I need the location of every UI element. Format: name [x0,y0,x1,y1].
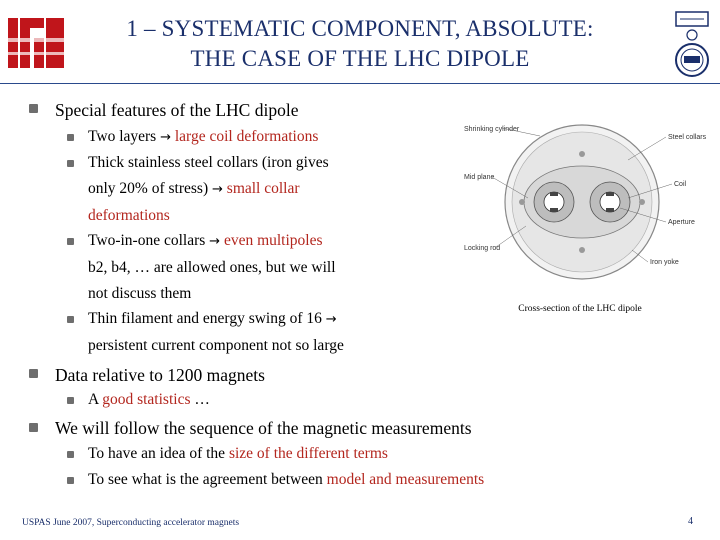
header-divider [0,83,720,84]
title-line-2: THE CASE OF THE LHC DIPOLE [190,46,530,71]
sub-bullet-good-statistics: A good statistics … [88,391,210,408]
sub-bullet-thin-filament: Thin filament and energy swing of 16 → persistent current component not so large [88,310,344,354]
lhc-dipole-cross-section [462,122,712,282]
page-number: 4 [688,516,693,527]
page-title [80,14,640,74]
label-iron-yoke: Iron yoke [650,259,679,266]
bullet-follow-sequence: We will follow the sequence of the magnetic measurements [55,418,472,438]
arrow-icon: → [160,130,171,145]
arrow-icon: → [212,182,223,197]
label-shrinking-cylinder: Shrinking cylinder [464,126,520,133]
bullet-marker [29,423,38,432]
slide-header [0,0,720,84]
bullet-marker [29,104,38,113]
label-mid-plane: Mid plane [464,174,495,181]
cern-logo-icon [668,8,716,78]
sub-bullet-two-layers: Two layers → large coil deformations [88,128,319,145]
label-locking-rod: Locking rod [464,245,501,252]
sub-bullet-marker [67,477,74,484]
figure-caption: Cross-section of the LHC dipole [518,304,642,314]
bullet-marker [29,369,38,378]
sub-bullet-marker [67,397,74,404]
sub-bullet-marker [67,451,74,458]
label-coil: Coil [674,181,687,188]
bullet-data-1200-magnets: Data relative to 1200 magnets [55,365,265,385]
arrow-icon: → [209,234,221,249]
label-steel-collars: Steel collars [668,134,707,141]
sub-bullet-steel-collars: Thick stainless steel collars (iron gives only 20% of stress) → small collar deformations [88,154,329,224]
sub-bullet-marker [67,316,74,323]
footer-text: USPAS June 2007, Superconducting accelerator magnets [22,518,240,528]
label-aperture: Aperture [668,219,695,226]
sub-bullet-marker [67,134,74,141]
arrow-icon: → [325,312,337,327]
lasa-logo-icon [4,8,66,76]
sub-bullet-model-measurements: To see what is the agreement between model and measurements [88,471,485,488]
sub-bullet-two-in-one: Two-in-one collars → even multipoles b2, b4, … are allowed ones, but we will not discuss them [88,232,336,302]
title-line-1: 1 – SYSTEMATIC COMPONENT, ABSOLUTE: [126,16,594,41]
bullet-special-features: Special features of the LHC dipole [55,100,299,120]
sub-bullet-size-terms: To have an idea of the size of the different terms [88,445,388,462]
sub-bullet-marker [67,238,74,245]
sub-bullet-marker [67,160,74,167]
